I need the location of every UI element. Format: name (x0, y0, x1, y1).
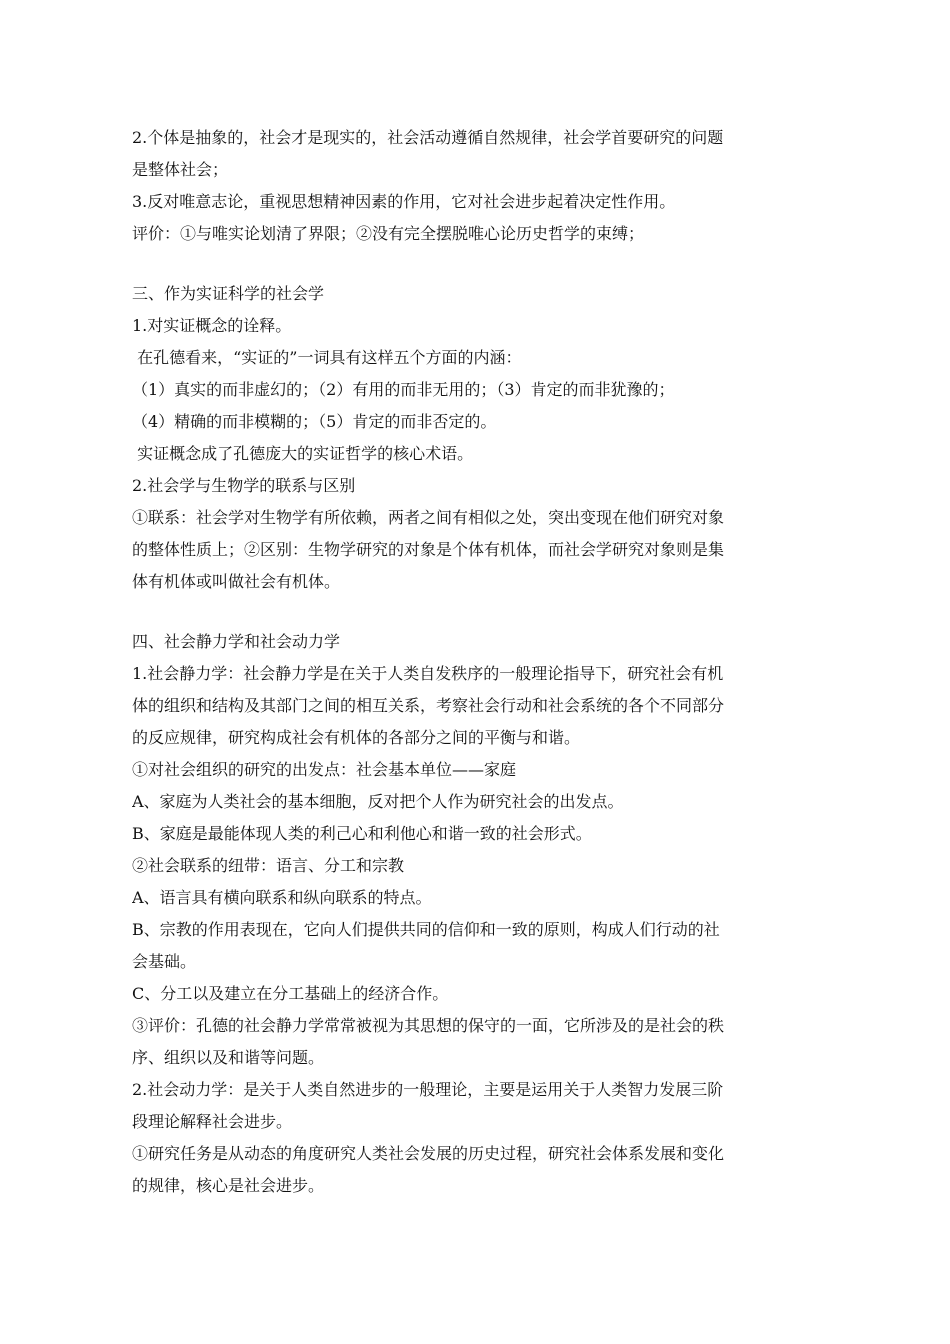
text-line: 段理论解释社会进步。 (132, 1112, 293, 1131)
text-line: 的整体性质上；②区别：生物学研究的对象是个体有机体，而社会学研究对象则是集 (132, 540, 725, 559)
text-line: 3.反对唯意志论，重视思想精神因素的作用，它对社会进步起着决定性作用。 (132, 192, 676, 211)
text-line: ①联系：社会学对生物学有所依赖，两者之间有相似之处，突出变现在他们研究对象 (132, 508, 725, 527)
text-line: ③评价：孔德的社会静力学常常被视为其思想的保守的一面，它所涉及的是社会的秩 (132, 1016, 725, 1035)
document-body (132, 122, 782, 1202)
text-line: 体的组织和结构及其部门之间的相互关系，考察社会行动和社会系统的各个不同部分 (132, 696, 725, 715)
text-line: A、家庭为人类社会的基本细胞，反对把个人作为研究社会的出发点。 (132, 792, 624, 811)
text-line: A、语言具有横向联系和纵向联系的特点。 (132, 888, 432, 907)
text-line: 2.个体是抽象的，社会才是现实的，社会活动遵循自然规律，社会学首要研究的问题 (132, 128, 724, 147)
text-line: 是整体社会； (132, 160, 229, 179)
text-line: 2.社会动力学：是关于人类自然进步的一般理论，主要是运用关于人类智力发展三阶 (132, 1080, 724, 1099)
text-line: 实证概念成了孔德庞大的实证哲学的核心术语。 (132, 444, 474, 463)
paragraph-gap (132, 250, 782, 278)
text-line: 2.社会学与生物学的联系与区别 (132, 476, 356, 495)
text-line: 1.社会静力学：社会静力学是在关于人类自发秩序的一般理论指导下，研究社会有机 (132, 664, 724, 683)
text-line: C、分工以及建立在分工基础上的经济合作。 (132, 984, 449, 1003)
text-line: 会基础。 (132, 952, 197, 971)
paragraph-gap (132, 598, 782, 626)
text-line: 的反应规律，研究构成社会有机体的各部分之间的平衡与和谐。 (132, 728, 581, 747)
text-line: B、宗教的作用表现在，它向人们提供共同的信仰和一致的原则，构成人们行动的社 (132, 920, 720, 939)
text-line: ①研究任务是从动态的角度研究人类社会发展的历史过程，研究社会体系发展和变化 (132, 1144, 725, 1163)
text-line: B、家庭是最能体现人类的利己心和利他心和谐一致的社会形式。 (132, 824, 592, 843)
text-line: 在孔德看来，“实证的”一词具有这样五个方面的内涵： (132, 348, 522, 367)
text-line: （4）精确的而非模糊的；（5）肯定的而非否定的。 (132, 412, 497, 431)
text-line: 序、组织以及和谐等问题。 (132, 1048, 325, 1067)
text-line: 评价：①与唯实论划清了界限；②没有完全摆脱唯心论历史哲学的束缚； (132, 224, 645, 243)
section-heading: 三、作为实证科学的社会学 (132, 284, 325, 303)
text-line: 1.对实证概念的诠释。 (132, 316, 292, 335)
text-line: （1）真实的而非虚幻的；（2）有用的而非无用的；（3）肯定的而非犹豫的； (132, 380, 675, 399)
text-line: ①对社会组织的研究的出发点：社会基本单位——家庭 (132, 760, 517, 779)
text-line: 的规律，核心是社会进步。 (132, 1176, 325, 1195)
section-heading: 四、社会静力学和社会动力学 (132, 632, 341, 651)
text-line: ②社会联系的纽带：语言、分工和宗教 (132, 856, 405, 875)
text-line: 体有机体或叫做社会有机体。 (132, 572, 341, 591)
